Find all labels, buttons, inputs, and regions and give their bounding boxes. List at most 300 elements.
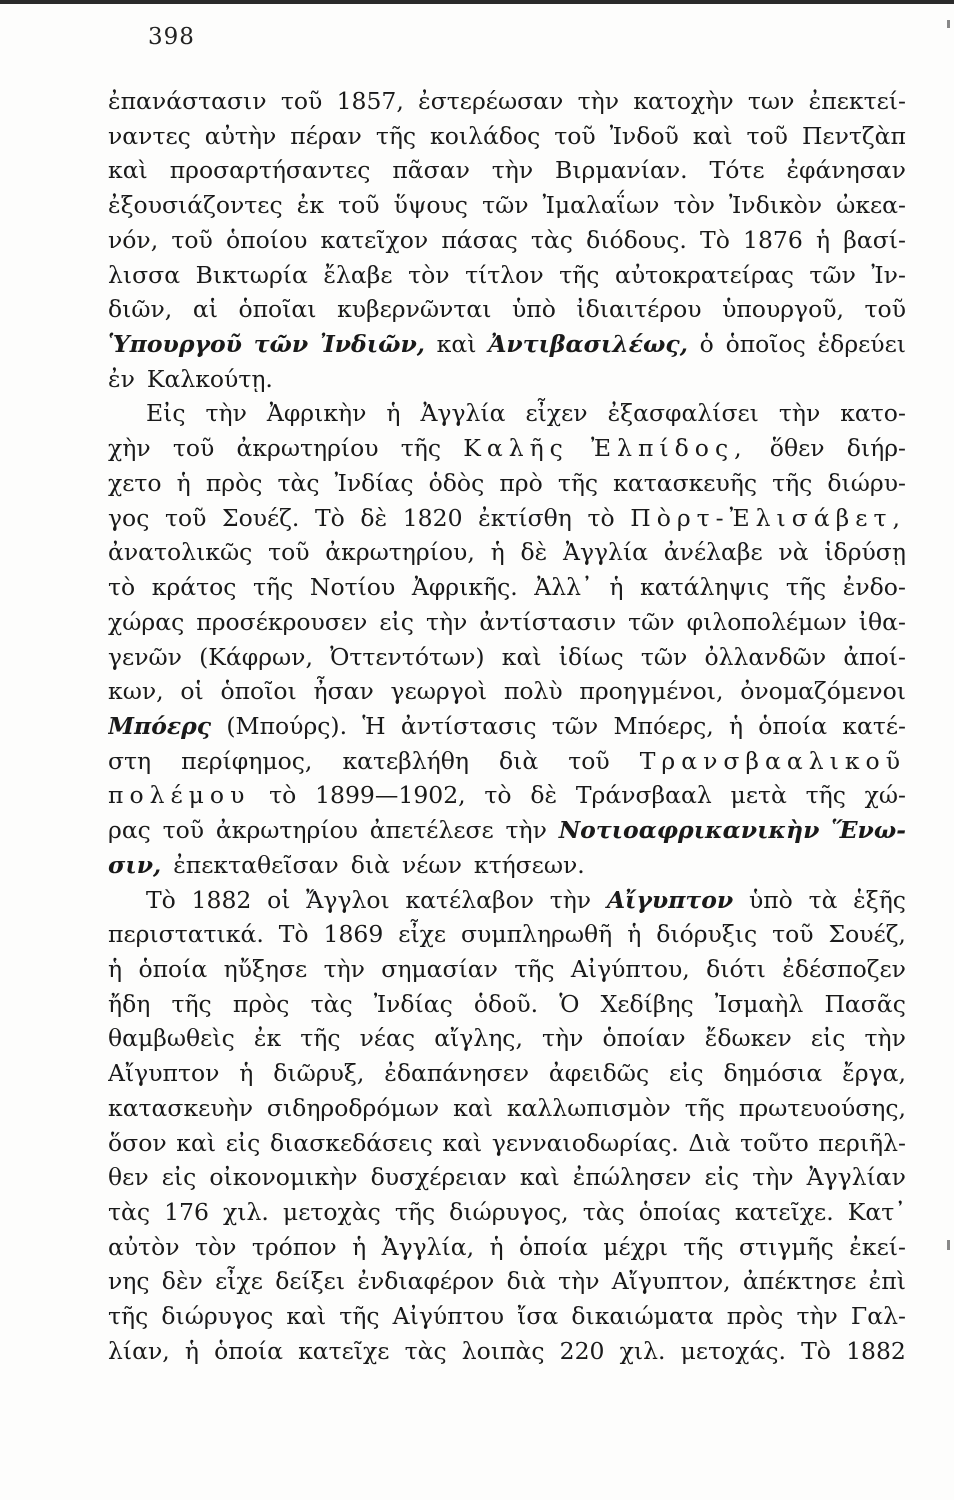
text-line bbox=[108, 883, 906, 918]
word: φιλοπολέμων bbox=[686, 607, 847, 636]
word: διῶν, bbox=[108, 295, 173, 324]
word: νέας bbox=[359, 1024, 416, 1053]
word: θαμβωθεὶς bbox=[108, 1024, 235, 1053]
word: τῆς bbox=[559, 260, 600, 289]
word: εἶχεν bbox=[525, 399, 588, 428]
word: προσαρτήσαντες bbox=[169, 156, 371, 185]
text-line bbox=[108, 1056, 906, 1091]
word: αὐτὴν bbox=[204, 121, 277, 150]
word: κράτος bbox=[151, 573, 237, 602]
word: ἀφειδῶς bbox=[548, 1059, 650, 1088]
word: ηὔξησε bbox=[223, 954, 308, 983]
word: τοῦ bbox=[554, 121, 596, 150]
word: τοῦ bbox=[172, 434, 215, 463]
word: ἔδωκεν bbox=[704, 1024, 792, 1053]
text-line bbox=[108, 709, 906, 744]
word: τὴν bbox=[796, 1302, 838, 1331]
word: ἐνδο- bbox=[842, 573, 906, 602]
word: τὰς bbox=[530, 225, 573, 254]
word: Τὸ bbox=[314, 503, 345, 532]
word: διόρυξις bbox=[656, 920, 758, 949]
word: τῆς bbox=[375, 121, 417, 150]
word: Χεδίβης bbox=[600, 989, 694, 1018]
word: αἴγλης, bbox=[434, 1024, 523, 1053]
word: τῆς bbox=[785, 573, 827, 602]
word: ἀντίστασις bbox=[400, 711, 537, 740]
word: ἐστερέωσαν bbox=[418, 87, 564, 115]
word: Πασᾶς bbox=[824, 989, 906, 1018]
word: ὀλλανδῶν bbox=[704, 642, 827, 671]
word: σημασίαν bbox=[381, 954, 498, 983]
text-line bbox=[108, 570, 906, 605]
word: ἱδρύσῃ bbox=[824, 538, 906, 567]
word: τοῦτο bbox=[740, 1128, 809, 1157]
text-line bbox=[108, 1264, 906, 1299]
word: ἡ bbox=[816, 225, 831, 254]
scan-edge-mark bbox=[947, 20, 950, 28]
word: Αἴγυπτον, bbox=[611, 1267, 731, 1296]
word: Αἰγύπτου, bbox=[570, 954, 690, 983]
word: Ἰνδοῦ bbox=[609, 121, 679, 150]
word: κατάληψις bbox=[640, 573, 770, 602]
emphasized-word: Ἰνδιῶν, bbox=[319, 330, 425, 359]
word: τῆς bbox=[171, 989, 212, 1018]
word: Ἀφρικῆς. bbox=[411, 573, 518, 602]
word: τοῦ bbox=[772, 920, 814, 949]
emphasized-word: σιν, bbox=[108, 850, 162, 879]
word: ὁποία bbox=[214, 1336, 283, 1365]
word: ἡ bbox=[352, 1232, 367, 1261]
word: τὴν bbox=[558, 1267, 600, 1296]
word: καὶ bbox=[453, 1093, 493, 1122]
word: 1882 bbox=[846, 1336, 906, 1365]
word: τὴν bbox=[425, 607, 468, 636]
word: Ἀγγλία bbox=[420, 399, 506, 428]
word: τὸ bbox=[484, 781, 512, 810]
word: ἐξασφαλίσει bbox=[607, 399, 759, 428]
word: ἰθα- bbox=[858, 607, 906, 636]
word: τὰς bbox=[404, 1336, 447, 1365]
word: Ἄγγλοι bbox=[306, 885, 390, 914]
word: ὁποία bbox=[519, 1232, 588, 1261]
emphasized-word: Ἕνω- bbox=[831, 816, 906, 845]
word: χετο bbox=[108, 468, 162, 497]
word: καὶ bbox=[176, 1128, 217, 1157]
word: δυσχέρειαν bbox=[370, 1163, 507, 1192]
top-border-line bbox=[0, 0, 954, 4]
text-line bbox=[108, 535, 906, 570]
word: τῆς bbox=[514, 954, 555, 983]
word: τῆς bbox=[300, 1024, 341, 1053]
word: στη bbox=[108, 746, 152, 775]
text-line bbox=[108, 952, 906, 987]
word: ὁποία bbox=[138, 954, 208, 983]
emphasized-word: Ὑπουργοῦ bbox=[108, 330, 242, 359]
text-line bbox=[108, 84, 906, 119]
word: διῶρυξ, bbox=[273, 1059, 365, 1088]
word: πρὸς bbox=[205, 468, 263, 497]
emphasized-word: Ἀντιβασιλέως, bbox=[488, 330, 688, 359]
word: Βικτωρία bbox=[195, 260, 308, 289]
text-line bbox=[108, 813, 906, 848]
word: διώρυ- bbox=[827, 468, 906, 497]
word: διασκεδάσεις bbox=[269, 1128, 433, 1157]
word: 1876 bbox=[743, 225, 803, 254]
word: τῆς bbox=[400, 434, 442, 463]
word: ἐφάνησαν bbox=[786, 156, 906, 185]
word: τὴν bbox=[542, 1024, 584, 1053]
word: δὲ bbox=[530, 781, 558, 810]
word: Νοτίου bbox=[309, 573, 396, 602]
word: διὰ bbox=[506, 1267, 546, 1296]
text-line bbox=[108, 674, 906, 709]
word: ἦσαν bbox=[313, 677, 374, 706]
word: ἐξουσιάζοντες bbox=[108, 191, 283, 220]
word: χώ- bbox=[864, 781, 906, 810]
word: περιστατικά. bbox=[108, 920, 264, 949]
word: Ὀττεντότων) bbox=[330, 642, 485, 671]
word: πάσας bbox=[441, 225, 518, 254]
word: ἡ bbox=[728, 711, 744, 740]
word: εἶχε bbox=[215, 1267, 263, 1296]
word: Μπόερς, bbox=[613, 711, 714, 740]
word: διήρ- bbox=[846, 434, 906, 463]
word: λίαν, bbox=[108, 1336, 170, 1365]
word: πολὺ bbox=[503, 677, 563, 706]
scan-edge-mark bbox=[947, 1240, 950, 1250]
word: κατεβλήθη bbox=[342, 746, 469, 775]
word: ἐν bbox=[108, 364, 135, 393]
word: Τὸ bbox=[278, 920, 309, 949]
word: ἡ bbox=[489, 1232, 504, 1261]
word: αἱ bbox=[192, 295, 218, 324]
word: Ἰσμαὴλ bbox=[714, 989, 804, 1018]
word: ἰδίως bbox=[558, 642, 624, 671]
word: τοῦ bbox=[164, 503, 207, 532]
word: λοιπὰς bbox=[461, 1336, 545, 1365]
word: ἐκεί- bbox=[849, 1232, 906, 1261]
text-line bbox=[108, 605, 906, 640]
word: τὰς bbox=[277, 468, 320, 497]
body-text bbox=[108, 84, 906, 1369]
word: θεν bbox=[108, 1163, 149, 1192]
word: ἡ bbox=[176, 468, 191, 497]
text-line bbox=[108, 744, 906, 779]
word: δικαιώματα bbox=[571, 1302, 714, 1331]
word: τὸν bbox=[408, 260, 450, 289]
word: τὸν bbox=[195, 1232, 237, 1261]
word: εἰς bbox=[225, 1128, 261, 1157]
word: εἰς bbox=[810, 1024, 846, 1053]
word: τοῦ bbox=[568, 746, 610, 775]
text-line bbox=[108, 1126, 906, 1161]
word: ἑξῆς bbox=[853, 885, 906, 914]
word: νὰ bbox=[778, 538, 809, 567]
word: περίφημος, bbox=[181, 746, 313, 775]
word: τῶν bbox=[551, 711, 599, 740]
word: τὸν bbox=[673, 191, 715, 220]
word: 1882 bbox=[191, 885, 252, 914]
word: δημόσια bbox=[723, 1059, 823, 1088]
word: ρας bbox=[108, 816, 151, 845]
word: Ἀγγλίαν bbox=[806, 1163, 906, 1192]
word: ἡ bbox=[490, 538, 505, 567]
word: τὰς bbox=[582, 1198, 625, 1226]
text-line bbox=[108, 1299, 906, 1334]
word: τὰ bbox=[808, 885, 838, 914]
word: ἴσα bbox=[517, 1302, 559, 1331]
word: Πεντζὰπ bbox=[801, 121, 906, 150]
word: Ἀγγλία, bbox=[381, 1232, 475, 1261]
word: τὴν bbox=[864, 1024, 906, 1053]
word: Αἴγυπτον bbox=[108, 1059, 220, 1088]
text-line bbox=[108, 848, 906, 883]
word: ἑδρεύει bbox=[817, 330, 906, 359]
word: τῶν bbox=[628, 607, 675, 636]
word: καὶ bbox=[286, 1302, 327, 1331]
word: διὰ bbox=[499, 746, 539, 775]
word: Σουέζ, bbox=[828, 920, 906, 949]
word: ὑπουργοῦ, bbox=[722, 295, 844, 324]
word: κατεῖχον bbox=[320, 225, 429, 254]
word: 220 bbox=[559, 1336, 605, 1365]
word: τῶν bbox=[640, 642, 688, 671]
word: γενναιοδωρίας. bbox=[491, 1128, 679, 1157]
word: ἐπεκταθεῖσαν bbox=[173, 850, 339, 879]
word: γενῶν bbox=[108, 642, 182, 671]
word: καὶ bbox=[692, 121, 733, 150]
word: ἀκρωτηρίου, bbox=[325, 538, 475, 567]
word: ἐδαπάνησεν bbox=[384, 1059, 530, 1088]
word: μέχρι bbox=[603, 1232, 668, 1261]
word: τῆς bbox=[683, 1232, 724, 1261]
word: (Κάφρων, bbox=[199, 642, 313, 671]
word: ἡ bbox=[627, 920, 642, 949]
text-line bbox=[108, 223, 906, 258]
word: τῆς bbox=[253, 573, 294, 602]
word: νέων bbox=[401, 850, 462, 879]
word: οἱ bbox=[267, 885, 291, 914]
word: τῆς bbox=[805, 781, 846, 810]
word: μετὰ bbox=[730, 781, 787, 810]
word: τῆς bbox=[394, 1198, 436, 1226]
text-line bbox=[108, 466, 906, 501]
word: τὸ bbox=[587, 503, 615, 532]
word: ἐπεκτεί- bbox=[808, 87, 906, 115]
word: ὁ bbox=[699, 330, 714, 359]
word: ὅσον bbox=[108, 1128, 167, 1157]
word: καὶ bbox=[436, 330, 477, 359]
word: ἡ bbox=[386, 399, 401, 428]
word: χὴν bbox=[108, 434, 151, 463]
word: τῆς bbox=[557, 468, 599, 497]
word: οἱ bbox=[180, 677, 204, 706]
word: ἀνέλαβε bbox=[663, 538, 763, 567]
word: ἐκ bbox=[253, 1024, 282, 1053]
word: καὶ bbox=[108, 156, 148, 185]
word: ὁποῖος bbox=[725, 330, 806, 359]
word: χιλ. bbox=[223, 1198, 269, 1226]
word: 1899—1902, bbox=[315, 781, 466, 810]
word: τῶν bbox=[809, 260, 856, 289]
word: Τὸ bbox=[700, 225, 730, 254]
word: ὅθεν bbox=[769, 434, 825, 463]
word: εἶχε bbox=[398, 920, 447, 949]
word: Εἰς bbox=[146, 399, 186, 428]
word: γος bbox=[108, 503, 150, 532]
word: ἀκρωτηρίου bbox=[236, 434, 379, 463]
text-line bbox=[108, 1230, 906, 1265]
word: ἔργα, bbox=[842, 1059, 906, 1088]
word: τὴν bbox=[549, 885, 592, 914]
word: κτήσεων. bbox=[473, 850, 585, 879]
word: ἐπὶ bbox=[868, 1267, 906, 1296]
word: αὐτὸν bbox=[108, 1232, 180, 1261]
word: διότι bbox=[706, 954, 766, 983]
word: Ἀγγλία bbox=[562, 538, 649, 567]
word: τὴν bbox=[323, 954, 365, 983]
word: Ἰνδίας bbox=[334, 468, 414, 497]
word: Ἰνδικὸν bbox=[729, 191, 823, 220]
word: ὑπὸ bbox=[511, 295, 556, 324]
word: μετοχάς. bbox=[680, 1336, 786, 1365]
word: ἀκρωτηρίου bbox=[215, 816, 358, 845]
word: ἐπανάστασιν bbox=[108, 87, 267, 115]
word: ὁποίου bbox=[225, 225, 308, 254]
spaced-word: Ἐλπίδος, bbox=[591, 434, 748, 463]
word: Ὁ bbox=[559, 989, 580, 1018]
word: στιγμῆς bbox=[739, 1232, 834, 1261]
word: δὲ bbox=[360, 503, 388, 532]
word: ἡ bbox=[184, 1336, 199, 1365]
word: τὸ bbox=[269, 781, 297, 810]
spaced-word: πολέμου bbox=[108, 781, 251, 810]
word: Διὰ bbox=[688, 1128, 731, 1157]
word: τὸ bbox=[108, 573, 136, 602]
spaced-word: Πὸρτ-Ἐλισάβετ, bbox=[630, 503, 906, 532]
word: ἔλαβε bbox=[323, 260, 393, 289]
word: ἀπετέλεσε bbox=[369, 816, 494, 845]
word: τρόπον bbox=[251, 1232, 337, 1261]
word: ὠκεα- bbox=[836, 191, 906, 220]
word: λισσα bbox=[108, 260, 181, 289]
word: δὲν bbox=[161, 1267, 203, 1296]
text-line bbox=[108, 917, 906, 952]
word: καλλωπισμὸν bbox=[506, 1093, 671, 1122]
word: Τότε bbox=[709, 156, 765, 185]
word: των bbox=[747, 87, 795, 115]
word: καὶ bbox=[501, 642, 542, 671]
word: ἐδέσποζεν bbox=[782, 954, 906, 983]
word: πέραν bbox=[290, 121, 362, 150]
word: κατεῖχε. bbox=[734, 1198, 834, 1226]
word: βασί- bbox=[843, 225, 906, 254]
word: συμπληρωθῆ bbox=[461, 920, 613, 949]
word: ὀνομαζόμενοι bbox=[740, 677, 906, 706]
text-line bbox=[108, 292, 906, 327]
word: ἐπώλησεν bbox=[572, 1163, 692, 1192]
word: εἰς bbox=[379, 607, 414, 636]
word: προσέκρουσεν bbox=[196, 607, 368, 636]
word: ὁδὸς bbox=[428, 468, 485, 497]
word: ἡ bbox=[108, 954, 123, 983]
word: Τὸ bbox=[146, 885, 176, 914]
word: τὰς bbox=[310, 989, 353, 1018]
word: Τὸ bbox=[801, 1336, 831, 1365]
word: τῆς bbox=[339, 1302, 380, 1331]
word: νόν, bbox=[108, 225, 159, 254]
text-line bbox=[108, 987, 906, 1022]
word: Ἰνδίας bbox=[373, 989, 453, 1018]
word: τῆς bbox=[772, 468, 813, 497]
word: δείξει bbox=[275, 1267, 346, 1296]
word: ὁποία bbox=[758, 711, 828, 740]
word: (Μπούρς). bbox=[226, 711, 348, 740]
word: Τράνσβααλ bbox=[575, 781, 712, 810]
word: αὐτοκρατείρας bbox=[614, 260, 794, 289]
word: Καλκούτῃ. bbox=[146, 364, 273, 393]
word: ὑπὸ bbox=[748, 885, 793, 914]
word: τίτλον bbox=[465, 260, 544, 289]
word: ὕψους bbox=[393, 191, 468, 220]
word: τὴν bbox=[505, 816, 547, 845]
emphasized-word: τῶν bbox=[253, 330, 309, 359]
text-line bbox=[108, 119, 906, 154]
word: εἰς bbox=[704, 1163, 740, 1192]
word: ὁποῖοι bbox=[220, 677, 297, 706]
word: 176 bbox=[164, 1198, 209, 1226]
emphasized-word: Μπόερς bbox=[108, 711, 212, 740]
word: ἡ bbox=[239, 1059, 254, 1088]
word: κατέλαβον bbox=[405, 885, 534, 914]
word: ἀνατολικῶς bbox=[108, 538, 253, 567]
word: Ἰμαλαΐων bbox=[542, 191, 660, 220]
word: κατοχὴν bbox=[633, 87, 734, 115]
word: τῆς bbox=[684, 1093, 725, 1122]
word: ἀποί- bbox=[843, 642, 906, 671]
word: ἐκτίσθη bbox=[478, 503, 572, 532]
word: Σουέζ. bbox=[221, 503, 300, 532]
word: Ἀφρικὴν bbox=[266, 399, 367, 428]
word: εἰς bbox=[161, 1163, 197, 1192]
word: τοῦ bbox=[864, 295, 906, 324]
word: τὴν bbox=[577, 87, 620, 115]
word: Γαλ- bbox=[850, 1302, 906, 1331]
word: ἐκ bbox=[296, 191, 325, 220]
text-line bbox=[108, 1091, 906, 1126]
word: νης bbox=[108, 1267, 150, 1296]
word: γεωργοὶ bbox=[390, 677, 488, 706]
word: τοῦ bbox=[162, 816, 205, 845]
word: ἤδη bbox=[108, 989, 151, 1018]
word: Ἡ bbox=[362, 711, 386, 740]
word: κατασκευῆς bbox=[613, 468, 757, 497]
word: ὁποῖαι bbox=[238, 295, 317, 324]
word: καὶ bbox=[442, 1128, 483, 1157]
word: κυβερνῶνται bbox=[337, 295, 492, 324]
word: 1857, bbox=[336, 87, 404, 115]
word: οἰκονομικὴν bbox=[209, 1163, 358, 1192]
word: καὶ bbox=[519, 1163, 560, 1192]
word: ἀντίστασιν bbox=[479, 607, 617, 636]
word: τοῦ bbox=[280, 87, 323, 115]
word: διὰ bbox=[350, 850, 390, 879]
word: τοῦ bbox=[268, 538, 310, 567]
text-line bbox=[108, 431, 906, 466]
word: Ἀλλ᾽ bbox=[534, 573, 593, 602]
text-line bbox=[108, 778, 906, 813]
word: διώρυγος bbox=[161, 1302, 274, 1331]
